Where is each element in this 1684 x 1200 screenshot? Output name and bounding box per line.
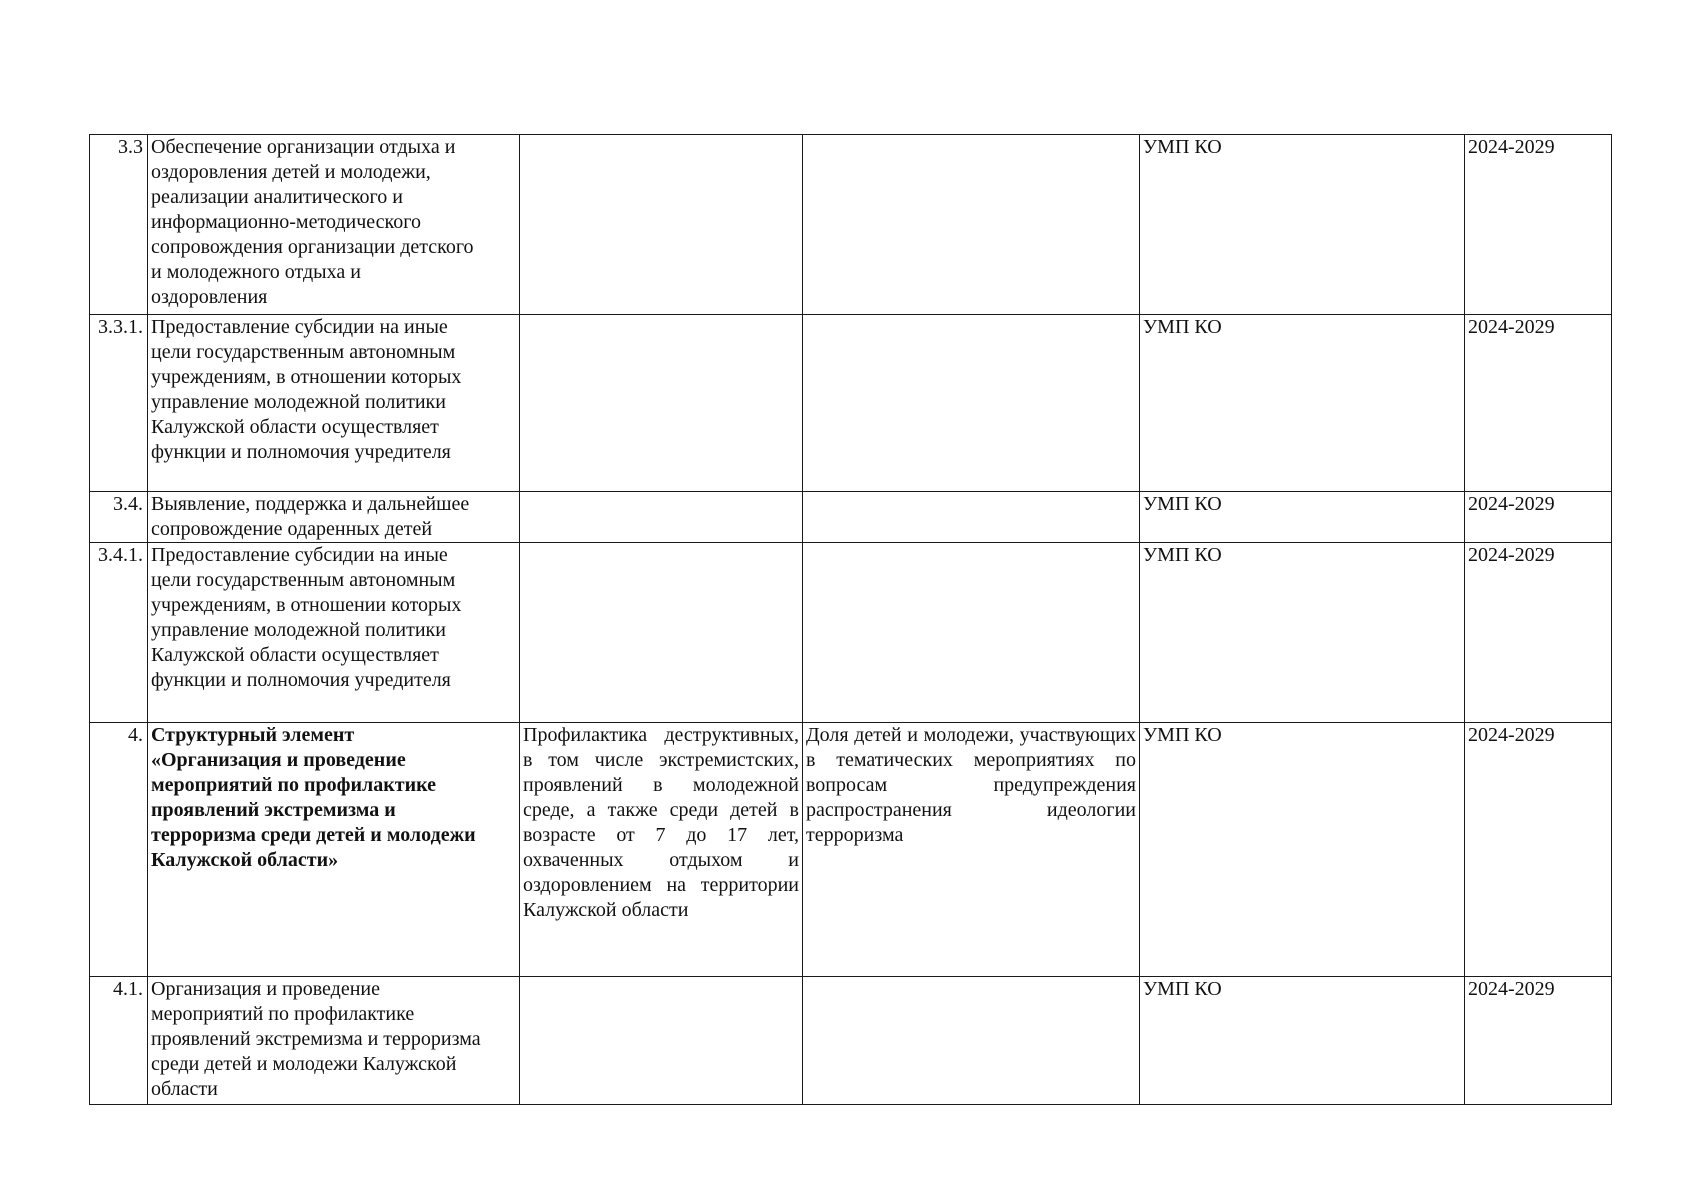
task-cell: Профилактика деструктивных, в том числе экстремистских, проявлений в молодежной среде, а также среди детей в возрасте от 7 до 17 лет, охваченных отдыхом и оздоровлением на территории Калужской области xyxy=(520,723,803,977)
structural-element-cell xyxy=(148,723,520,977)
period-cell: 2024-2029 xyxy=(1465,492,1612,543)
executor-cell: УМП КО xyxy=(1140,135,1465,315)
indicator-cell xyxy=(803,977,1140,1105)
structural-element-title: Структурный элемент «Организация и проведение мероприятий по профилактике проявлений экстремизма и терроризма среди детей и молодежи Калужской области» xyxy=(151,724,476,871)
row-number: 3.3 xyxy=(90,135,148,315)
executor-cell: УМП КО xyxy=(1140,492,1465,543)
activity-name-cell xyxy=(148,977,520,1105)
task-cell xyxy=(520,977,803,1105)
indicator-cell xyxy=(803,543,1140,723)
row-number: 3.4. xyxy=(90,492,148,543)
table-row xyxy=(90,492,1612,543)
period-cell: 2024-2029 xyxy=(1465,723,1612,977)
plan-table xyxy=(89,134,1612,1105)
activity-name: Организация и проведение мероприятий по профилактике проявлений экстремизма и терроризма среди детей и молодежи Калужской области xyxy=(151,978,481,1100)
indicator-cell xyxy=(803,315,1140,492)
indicator-cell xyxy=(803,135,1140,315)
task-cell xyxy=(520,543,803,723)
table-row xyxy=(90,315,1612,492)
period-cell: 2024-2029 xyxy=(1465,315,1612,492)
activity-name-cell xyxy=(148,543,520,723)
table-row xyxy=(90,135,1612,315)
activity-name: Предоставление субсидии на иные цели государственным автономным учреждениям, в отношении которых управление молодежной политики Калужской области осуществляет функции и полномочия учредителя xyxy=(151,544,462,691)
executor-cell: УМП КО xyxy=(1140,977,1465,1105)
row-number: 3.4.1. xyxy=(90,543,148,723)
period-cell: 2024-2029 xyxy=(1465,977,1612,1105)
row-number: 3.3.1. xyxy=(90,315,148,492)
table-row xyxy=(90,977,1612,1105)
executor-cell: УМП КО xyxy=(1140,315,1465,492)
executor-cell: УМП КО xyxy=(1140,543,1465,723)
activity-name: Обеспечение организации отдыха и оздоровления детей и молодежи, реализации аналитического и информационно-методического сопровождения организации детского и молодежного отдыха и оздоровления xyxy=(151,136,474,308)
activity-name: Предоставление субсидии на иные цели государственным автономным учреждениям, в отношении которых управление молодежной политики Калужской области осуществляет функции и полномочия учредителя xyxy=(151,316,462,463)
task-cell xyxy=(520,135,803,315)
executor-cell: УМП КО xyxy=(1140,723,1465,977)
task-cell xyxy=(520,492,803,543)
activity-name: Выявление, поддержка и дальнейшее сопровождение одаренных детей xyxy=(151,493,470,540)
table-row xyxy=(90,543,1612,723)
row-number: 4.1. xyxy=(90,977,148,1105)
row-number: 4. xyxy=(90,723,148,977)
indicator-cell xyxy=(803,492,1140,543)
activity-name-cell xyxy=(148,135,520,315)
indicator-cell: Доля детей и молодежи, участвующих в тематических мероприятиях по вопросам предупреждения распространения идеологии терроризма xyxy=(803,723,1140,977)
activity-name-cell xyxy=(148,315,520,492)
task-cell xyxy=(520,315,803,492)
activity-name-cell xyxy=(148,492,520,543)
period-cell: 2024-2029 xyxy=(1465,135,1612,315)
period-cell: 2024-2029 xyxy=(1465,543,1612,723)
table-row xyxy=(90,723,1612,977)
